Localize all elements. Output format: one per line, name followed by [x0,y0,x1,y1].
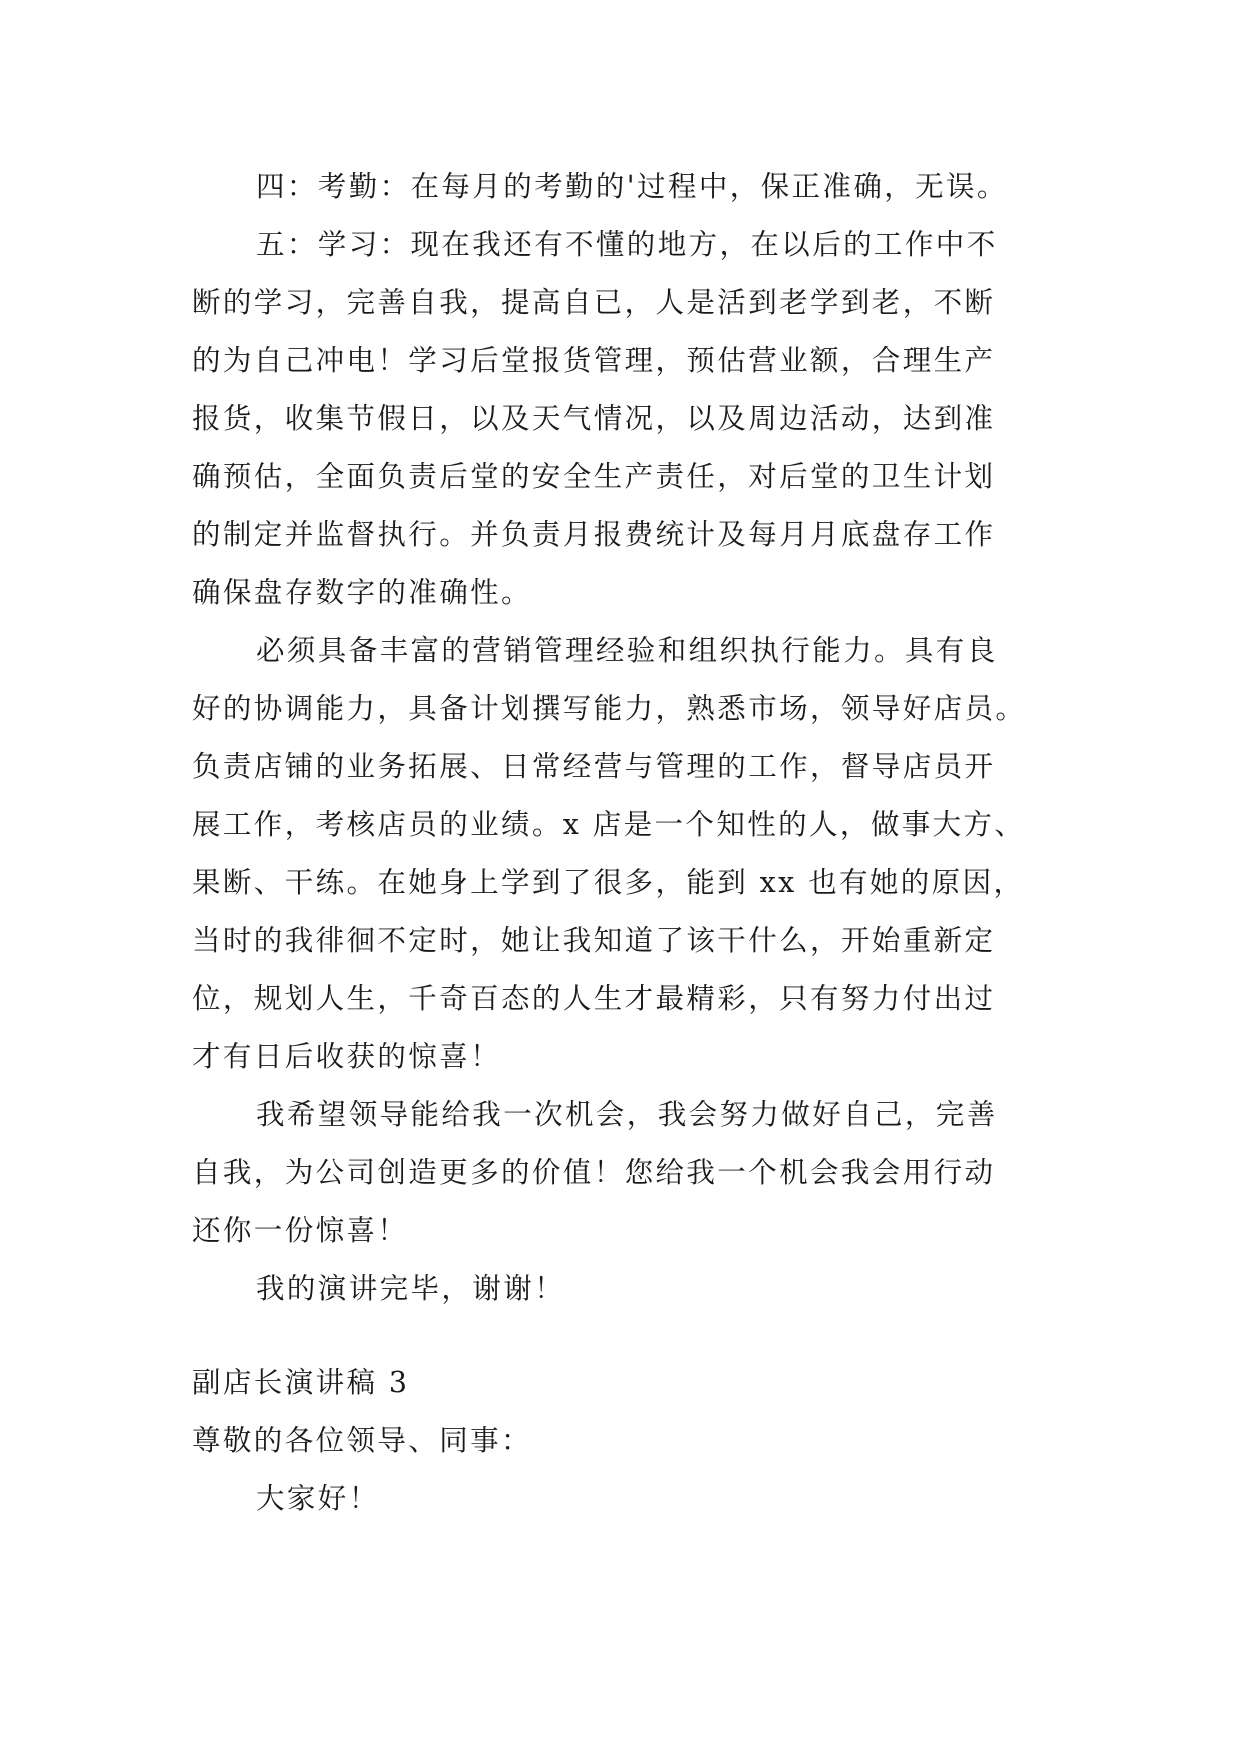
salutation: 尊敬的各位领导、同事： [192,1424,532,1457]
paragraph-line: 四：考勤：在每月的考勤的'过程中，保正准确，无误。 [256,170,1008,203]
paragraph-line: 五：学习：现在我还有不懂的地方，在以后的工作中不 [256,228,998,261]
document-page [192,158,1058,1528]
paragraph-line: 当时的我徘徊不定时，她让我知道了该干什么，开始重新定 [192,924,996,957]
paragraph-line: 还你一份惊喜！ [192,1214,409,1247]
paragraph-line: 必须具备丰富的营销管理经验和组织执行能力。具有良 [256,634,998,667]
paragraph-line: 断的学习，完善自我，提高自已，人是活到老学到老，不断 [192,286,996,319]
paragraph-line: 自我，为公司创造更多的价值！您给我一个机会我会用行动 [192,1156,996,1189]
paragraph-line: 才有日后收获的惊喜！ [192,1040,502,1073]
section-gap [192,1318,1058,1354]
section-title: 副店长演讲稿 3 [192,1366,410,1399]
paragraph-line: 我希望领导能给我一次机会，我会努力做好自己，完善 [256,1098,998,1131]
paragraph-line: 位，规划人生，千奇百态的人生才最精彩，只有努力付出过 [192,982,996,1015]
paragraph-line: 的为自己冲电！学习后堂报货管理，预估营业额，合理生产 [192,344,996,377]
paragraph-line: 的制定并监督执行。并负责月报费统计及每月月底盘存工作 [192,518,996,551]
greeting: 大家好！ [256,1482,380,1515]
paragraph-line: 好的协调能力，具备计划撰写能力，熟悉市场，领导好店员。 [192,692,1027,725]
paragraph-line: 负责店铺的业务拓展、日常经营与管理的工作，督导店员开 [192,750,996,783]
paragraph-line: 确预估，全面负责后堂的安全生产责任，对后堂的卫生计划 [192,460,996,493]
paragraph-line: 报货，收集节假日，以及天气情况，以及周边活动，达到准 [192,402,996,435]
paragraph-line: 展工作，考核店员的业绩。x 店是一个知性的人，做事大方、 [192,808,1026,841]
paragraph-line: 确保盘存数字的准确性。 [192,576,532,609]
closing-line: 我的演讲完毕，谢谢！ [256,1272,566,1305]
paragraph-line: 果断、干练。在她身上学到了很多，能到 xx 也有她的原因， [192,866,1025,899]
